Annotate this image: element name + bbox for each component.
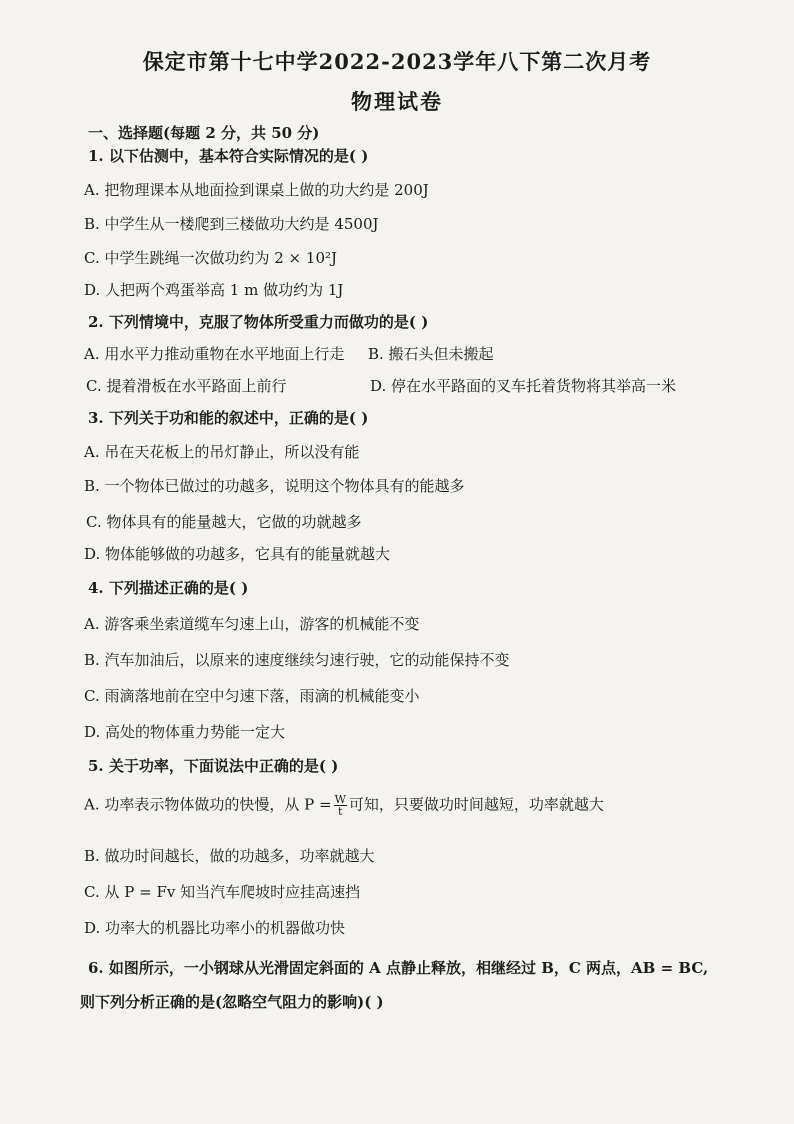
question-2-option-c: C. 提着滑板在水平路面上前行 [86, 377, 287, 395]
page-subtitle: 物理试卷 [351, 89, 443, 114]
question-1-option-a: A. 把物理课本从地面捡到课桌上做的功大约是 200J [84, 181, 429, 199]
question-5-option-c: C. 从 P = Fv 知当汽车爬坡时应挂高速挡 [84, 883, 361, 901]
question-6-stem: 6. 如图所示，一小钢球从光滑固定斜面的 A 点静止释放，相继经过 B，C 两点，AB = BC, [88, 959, 709, 977]
question-3-option-b: B. 一个物体已做过的功越多，说明这个物体具有的能越多 [84, 477, 465, 495]
question-1-option-c: C. 中学生跳绳一次做功约为 2 × 10²J [84, 249, 338, 267]
question-2-option-a: A. 用水平力推动重物在水平地面上行走 [84, 345, 345, 363]
question-5-option-b: B. 做功时间越长，做的功越多，功率就越大 [84, 847, 375, 865]
power-formula-fraction [334, 794, 347, 817]
fraction-denominator: t [338, 805, 343, 818]
question-3-stem: 3. 下列关于功和能的叙述中，正确的是( ) [88, 409, 369, 427]
question-1-option-b: B. 中学生从一楼爬到三楼做功大约是 4500J [84, 215, 379, 233]
question-1-stem: 1. 以下估测中，基本符合实际情况的是( ) [88, 147, 369, 165]
page-title: 保定市第十七中学2022-2023学年八下第二次月考 [142, 49, 652, 74]
question-1-option-d: D. 人把两个鸡蛋举高 1 m 做功约为 1J [84, 281, 344, 299]
question-6-stem-continued: 则下列分析正确的是(忽略空气阻力的影响)( ) [80, 993, 384, 1011]
question-2-stem: 2. 下列情境中，克服了物体所受重力而做功的是( ) [88, 313, 429, 331]
question-4-option-a: A. 游客乘坐索道缆车匀速上山，游客的机械能不变 [84, 615, 420, 633]
question-5-option-d: D. 功率大的机器比功率小的机器做功快 [84, 919, 346, 937]
question-4-option-b: B. 汽车加油后，以原来的速度继续匀速行驶，它的动能保持不变 [84, 651, 510, 669]
question-2-option-d: D. 停在水平路面的叉车托着货物将其举高一米 [370, 377, 677, 395]
question-5-stem: 5. 关于功率，下面说法中正确的是( ) [88, 757, 339, 775]
question-5-option-a-text: A. 功率表示物体做功的快慢，从 P = [84, 795, 332, 814]
question-4-stem: 4. 下列描述正确的是( ) [88, 579, 249, 597]
section-heading: 一、选择题(每题 2 分，共 50 分) [88, 124, 320, 142]
question-3-option-d: D. 物体能够做的功越多，它具有的能量就越大 [84, 545, 391, 563]
question-4-option-c: C. 雨滴落地前在空中匀速下落，雨滴的机械能变小 [84, 687, 420, 705]
question-5-option-a [84, 794, 604, 817]
question-3-option-c: C. 物体具有的能量越大，它做的功就越多 [86, 513, 362, 531]
question-4-option-d: D. 高处的物体重力势能一定大 [84, 723, 286, 741]
question-2-option-b: B. 搬石头但未搬起 [368, 345, 494, 363]
question-3-option-a: A. 吊在天花板上的吊灯静止，所以没有能 [84, 443, 360, 461]
fraction-numerator: W [334, 793, 346, 806]
question-5-option-a-tail: 可知，只要做功时间越短，功率就越大 [348, 795, 604, 814]
